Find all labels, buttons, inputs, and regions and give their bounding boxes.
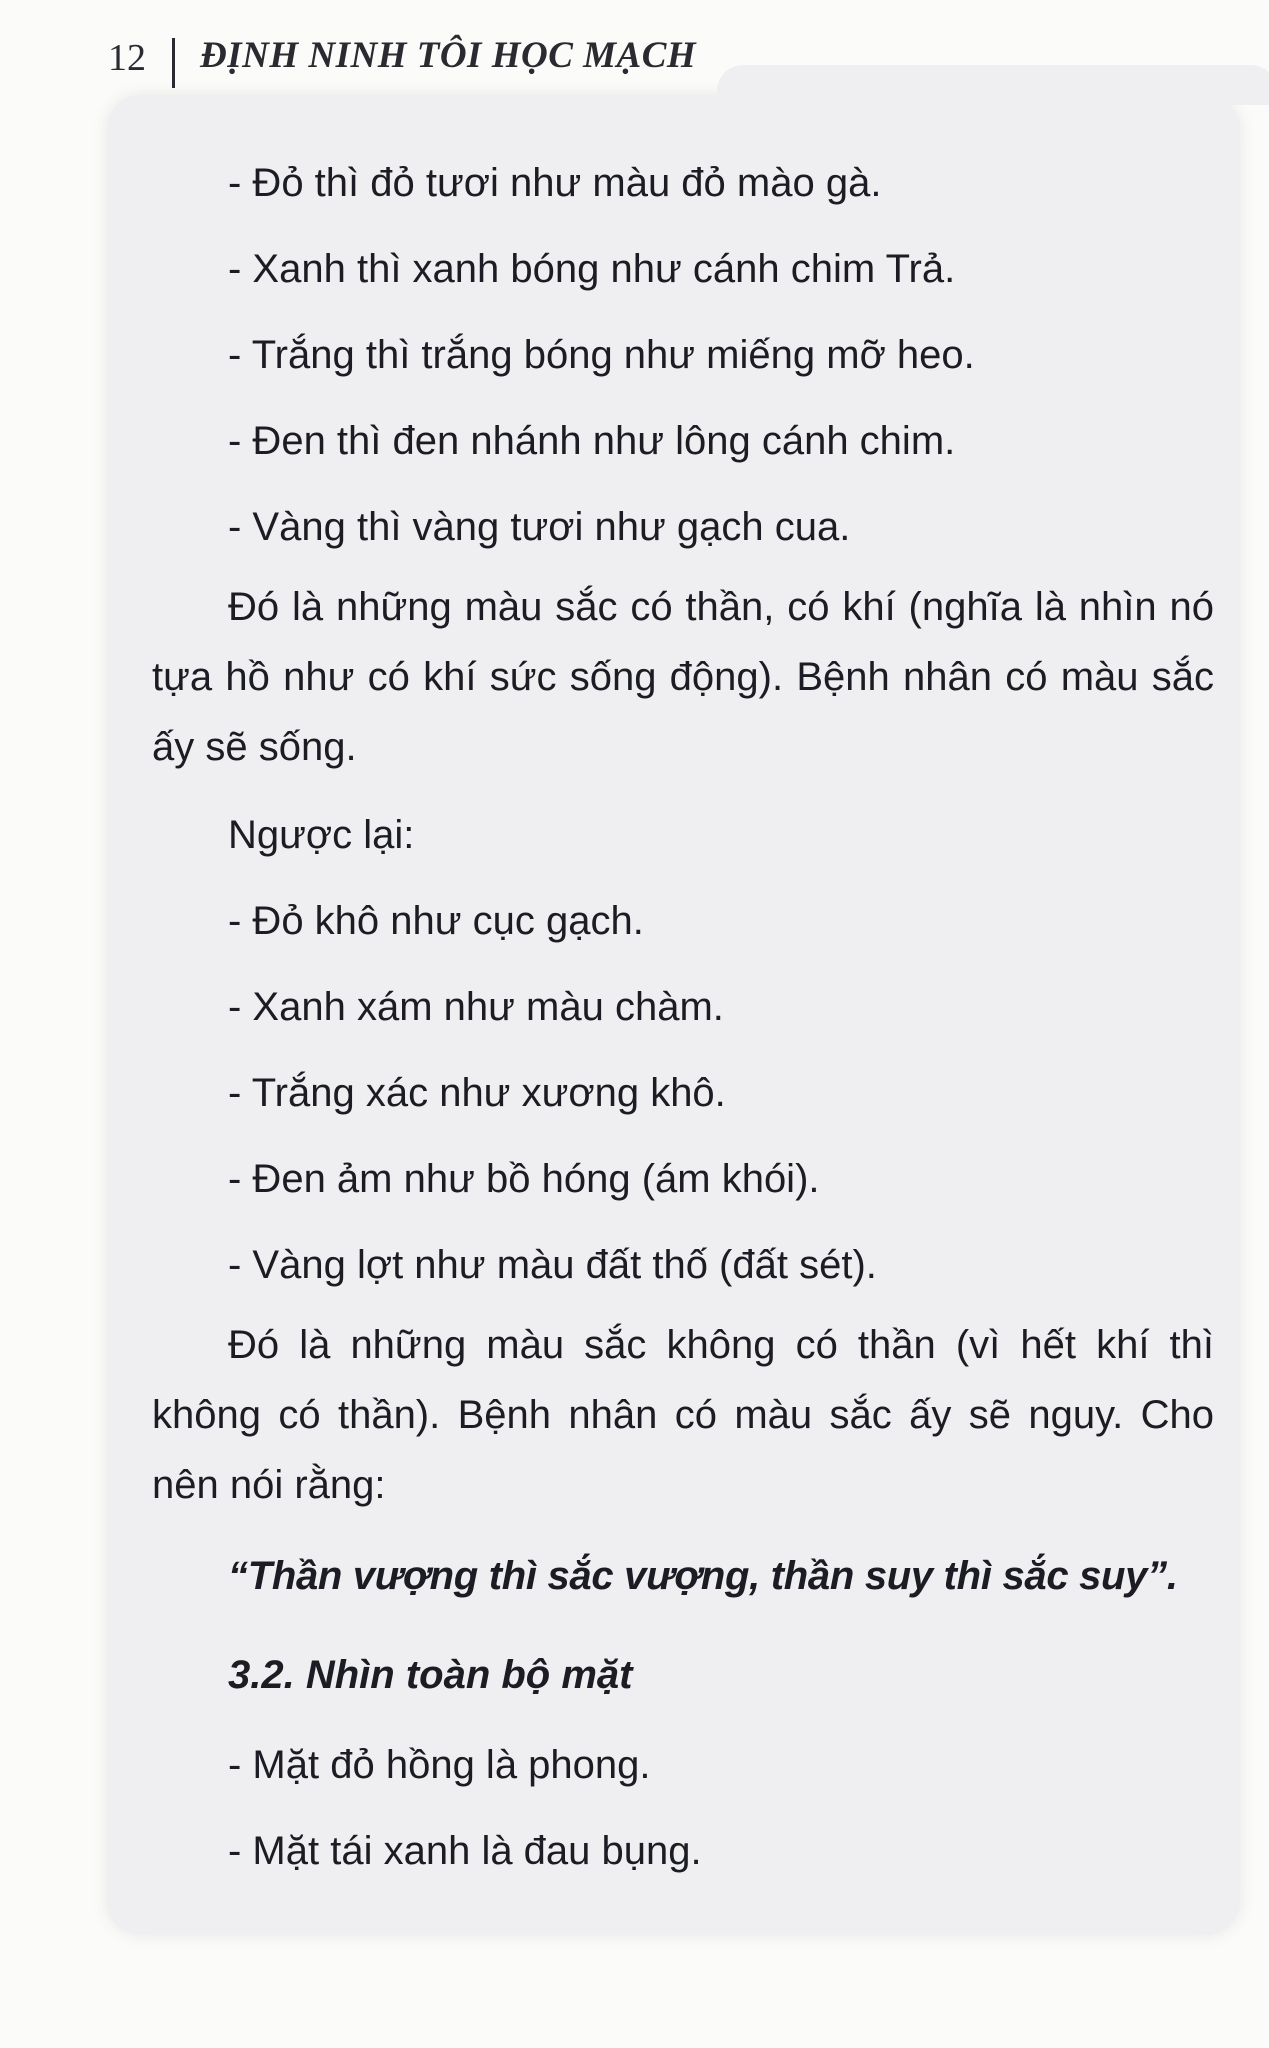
list-item: - Xanh xám như màu chàm. (228, 985, 724, 1029)
paragraph-alive: Đó là những màu sắc có thần, có khí (nghĩa là nhìn nó tựa hồ như có khí sức sống động). Bệnh nhân có màu sắc ấy sẽ sống. (152, 585, 1214, 769)
list-item: - Đen ảm như bồ hóng (ám khói). (228, 1157, 820, 1201)
page-number: 12 (108, 37, 146, 79)
list-item: - Đỏ thì đỏ tươi như màu đỏ mào gà. (228, 161, 882, 205)
list-item: - Xanh thì xanh bóng như cánh chim Trả. (228, 247, 956, 291)
list-item: - Vàng lợt như màu đất thố (đất sét). (228, 1243, 877, 1287)
list-item: - Mặt đỏ hồng là phong. (228, 1743, 651, 1787)
paragraph-danger: Đó là những màu sắc không có thần (vì hết khí thì không có thần). Bệnh nhân có màu sắc ấy sẽ nguy. Cho nên nói rằng: (152, 1323, 1214, 1507)
list-item: - Đỏ khô như cục gạch. (228, 899, 644, 943)
quote: “Thần vượng thì sắc vượng, thần suy thì sắc suy”. (228, 1554, 1178, 1598)
list-item: - Trắng thì trắng bóng như miếng mỡ heo. (228, 333, 975, 377)
contrast-label: Ngược lại: (228, 813, 415, 857)
running-title: ĐỊNH NINH TÔI HỌC MẠCH (200, 35, 697, 76)
header-divider (172, 38, 175, 88)
section-heading: 3.2. Nhìn toàn bộ mặt (228, 1653, 633, 1697)
list-item: - Trắng xác như xương khô. (228, 1071, 726, 1115)
list-item: - Đen thì đen nhánh như lông cánh chim. (228, 419, 956, 463)
body-text (152, 140, 1214, 1894)
list-item: - Vàng thì vàng tươi như gạch cua. (228, 505, 851, 549)
list-item: - Mặt tái xanh là đau bụng. (228, 1829, 702, 1873)
